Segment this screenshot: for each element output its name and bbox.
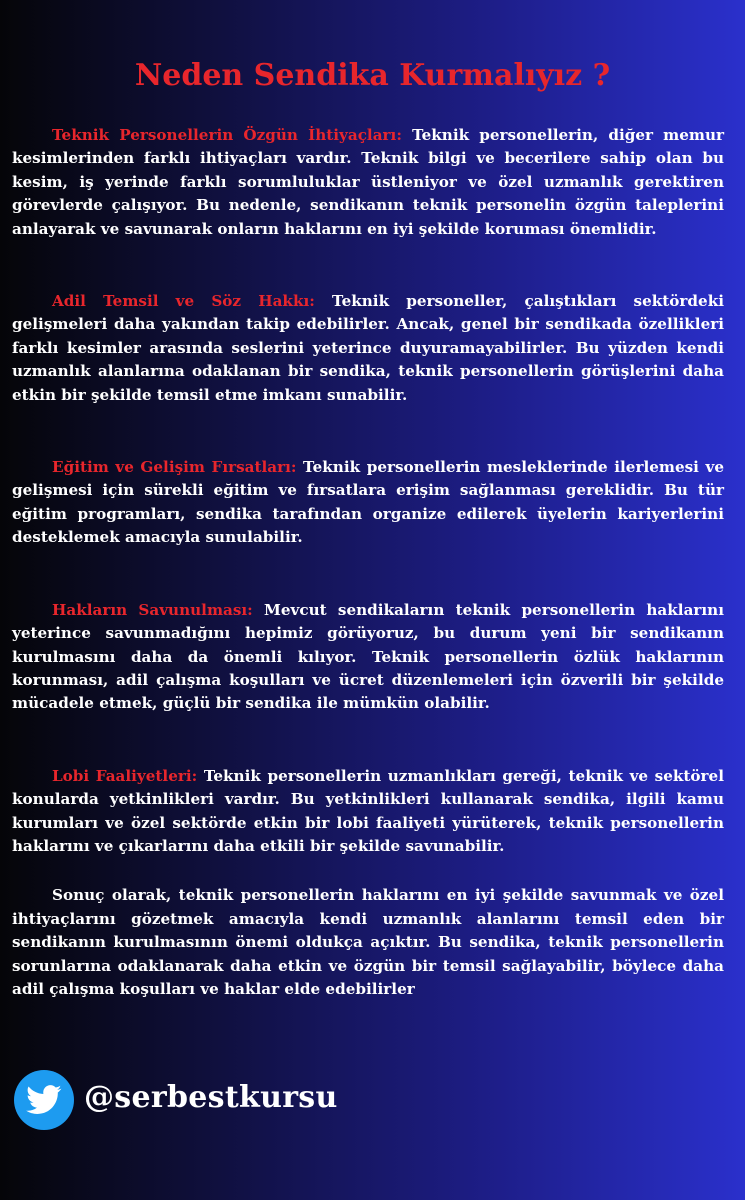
section-heading: Lobi Faaliyetleri: <box>52 766 198 785</box>
section-rights-defense <box>12 599 724 716</box>
article-body <box>12 120 724 1001</box>
section-text: Teknik personeller, çalıştıkları sektördeki gelişmeleri daha yakından takip edebilirler. Ancak, genel bir sendikada özellikleri farklı kesimler arasında seslerini yeterince duyuramayabilirler. Bu yüzden kendi uzmanlık alanlarına odaklanan bir sendika, teknik personellerin görüşlerini daha etkin bir şekilde temsil etme imkanı sunabilir. <box>12 292 724 404</box>
section-technical-needs <box>12 124 724 241</box>
section-lobby <box>12 765 724 859</box>
section-fair-representation <box>12 290 724 407</box>
section-heading: Hakların Savunulması: <box>52 600 253 619</box>
section-heading: Eğitim ve Gelişim Fırsatları: <box>52 458 297 477</box>
section-text: Teknik personellerin, diğer memur kesimlerinden farklı ihtiyaçları vardır. Teknik bilgi ve becerilere sahip olan bu kesim, iş yerinde farklı sorumluluklar üstleniyor ve özel uzmanlık gerektiren görevlerde çalışıyor. Bu nedenle, sendikanın teknik personelin özgün taleplerini anlayarak ve savunarak onların haklarını en iyi şekilde koruması önemlidir. <box>12 126 725 238</box>
section-text: Teknik personellerin uzmanlıkları gereği, teknik ve sektörel konularda yetkinlikleri vardır. Bu yetkinlikleri kullanarak sendika, ilgili kamu kurumları ve özel sektörde etkin bir lobi faaliyeti yürüterek, teknik personellerin haklarını ve çıkarlarını daha etkili bir şekilde savunabilir. <box>12 766 724 855</box>
section-text: Teknik personellerin mesleklerinde ilerlemesi ve gelişmesi için sürekli eğitim ve fırsatlara erişim sağlanması gereklidir. Bu tür eğitim programları, sendika tarafından organize edilerek üyelerin kariyerlerini desteklemek amacıyla sunulabilir. <box>12 458 724 547</box>
page-title: Neden Sendika Kurmalıyız ? <box>134 58 611 93</box>
twitter-bird-icon <box>26 1084 62 1116</box>
twitter-icon[interactable] <box>14 1070 74 1130</box>
section-heading: Teknik Personellerin Özgün İhtiyaçları: <box>52 126 402 144</box>
section-training <box>12 456 724 550</box>
section-heading: Adil Temsil ve Söz Hakkı: <box>52 292 315 311</box>
twitter-handle[interactable]: @serbestkursu <box>84 1080 338 1115</box>
conclusion-paragraph: Sonuç olarak, teknik personellerin haklarını en iyi şekilde savunmak ve özel ihtiyaçlarını gözetmek amacıyla kendi uzmanlık alanlarını temsil eden bir sendikanın kurulmasının önemi oldukça açıktır. Bu sendika, teknik personellerin sorunlarına odaklanarak daha etkin ve özgün bir temsil sağlayabilir, böylece daha adil çalışma koşulları ve haklar elde edebilirler <box>12 886 724 998</box>
section-text: Mevcut sendikaların teknik personellerin haklarını yeterince savunmadığını hepimiz görüyoruz, bu durum yeni bir sendikanın kurulmasını daha da önemli kılıyor. Teknik personellerin özlük haklarının korunması, adil çalışma koşulları ve ücret düzenlemeleri için özverili bir şekilde mücadele etmek, güçlü bir sendika ile mümkün olabilir. <box>12 600 724 713</box>
